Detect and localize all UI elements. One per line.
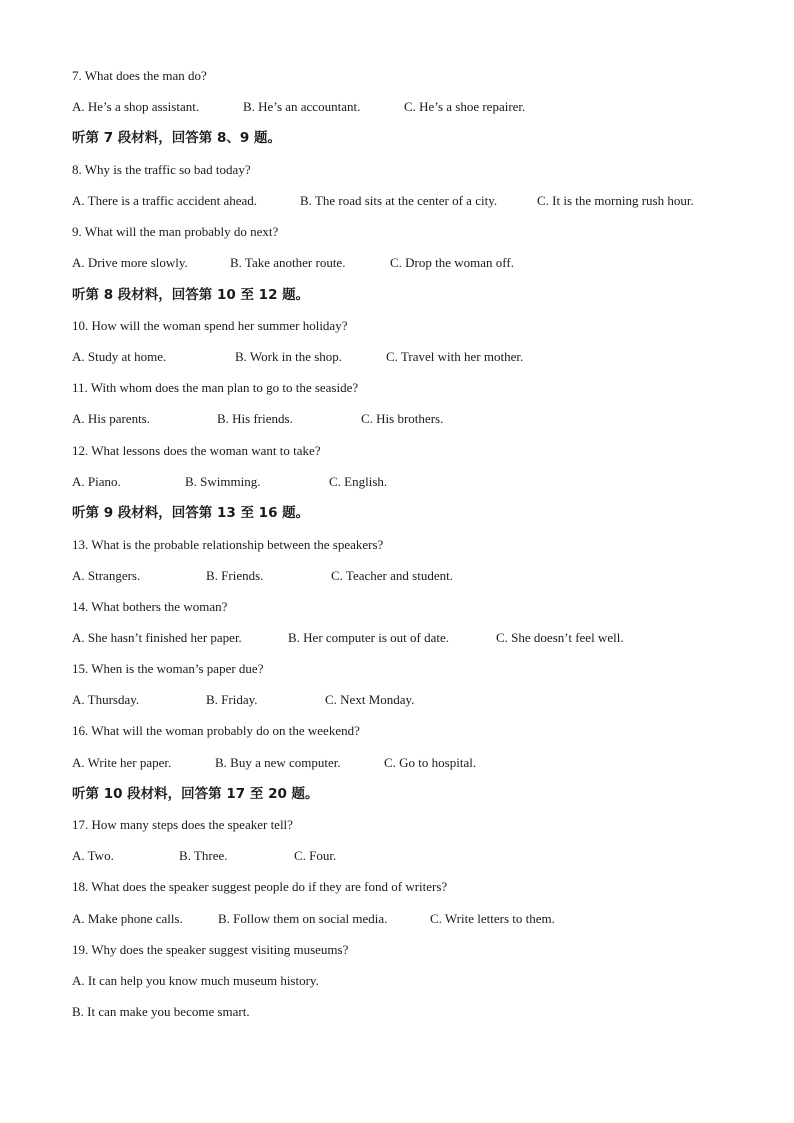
section-heading: 听第 10 段材料，回答第 17 至 20 题。	[72, 786, 319, 802]
answer-option-a: A. Strangers.	[72, 568, 141, 583]
answer-option-b: B. The road sits at the center of a city.	[300, 193, 498, 208]
answer-option-b: B. Buy a new computer.	[215, 755, 341, 770]
answer-option-b: B. Work in the shop.	[235, 349, 343, 364]
answer-option-c: C. He’s a shoe repairer.	[404, 99, 526, 114]
answer-option-a: A. Drive more slowly.	[72, 255, 188, 270]
answer-option-b: B. Friends.	[206, 568, 264, 583]
answer-option-b: B. Her computer is out of date.	[288, 630, 450, 645]
question-text: A. It can help you know much museum history.	[72, 973, 319, 988]
answer-option-a: A. Thursday.	[72, 692, 140, 707]
answer-option-a: A. He’s a shop assistant.	[72, 99, 200, 114]
answer-option-c: C. English.	[329, 474, 388, 489]
answer-option-b: B. Swimming.	[185, 474, 261, 489]
answer-option-b: B. Three.	[179, 848, 228, 863]
answer-option-c: C. His brothers.	[361, 411, 444, 426]
answer-option-b: B. His friends.	[217, 411, 293, 426]
section-heading: 听第 7 段材料，回答第 8、9 题。	[72, 130, 281, 146]
answer-option-a: A. Study at home.	[72, 349, 167, 364]
question-text: 19. Why does the speaker suggest visiting museums?	[72, 942, 349, 957]
question-text: 15. When is the woman’s paper due?	[72, 661, 264, 676]
answer-option-c: C. She doesn’t feel well.	[496, 630, 624, 645]
answer-option-b: B. Take another route.	[230, 255, 346, 270]
question-text: 17. How many steps does the speaker tell?	[72, 817, 293, 832]
answer-option-b: B. Follow them on social media.	[218, 911, 388, 926]
question-text: 11. With whom does the man plan to go to the seaside?	[72, 380, 359, 395]
answer-option-c: C. Go to hospital.	[384, 755, 477, 770]
answer-option-a: A. Write her paper.	[72, 755, 172, 770]
question-text: 18. What does the speaker suggest people do if they are fond of writers?	[72, 879, 448, 894]
answer-option-a: A. His parents.	[72, 411, 150, 426]
answer-option-a: A. Two.	[72, 848, 114, 863]
answer-option-b: B. He’s an accountant.	[243, 99, 361, 114]
answer-option-c: C. Four.	[294, 848, 337, 863]
answer-option-c: C. Next Monday.	[325, 692, 415, 707]
answer-option-c: C. Drop the woman off.	[390, 255, 514, 270]
answer-option-c: C. It is the morning rush hour.	[537, 193, 694, 208]
answer-option-a: A. Piano.	[72, 474, 121, 489]
question-text: 12. What lessons does the woman want to take?	[72, 443, 321, 458]
question-text: 16. What will the woman probably do on the weekend?	[72, 723, 360, 738]
question-text: 13. What is the probable relationship between the speakers?	[72, 537, 384, 552]
question-text: 7. What does the man do?	[72, 68, 207, 83]
answer-option-a: A. Make phone calls.	[72, 911, 183, 926]
answer-option-c: C. Teacher and student.	[331, 568, 453, 583]
answer-option-c: C. Write letters to them.	[430, 911, 555, 926]
answer-option-a: A. There is a traffic accident ahead.	[72, 193, 258, 208]
section-heading: 听第 9 段材料，回答第 13 至 16 题。	[72, 505, 310, 521]
question-text: 14. What bothers the woman?	[72, 599, 228, 614]
question-text: 8. Why is the traffic so bad today?	[72, 162, 251, 177]
question-text: 9. What will the man probably do next?	[72, 224, 279, 239]
answer-option-b: B. Friday.	[206, 692, 258, 707]
answer-option-c: C. Travel with her mother.	[386, 349, 524, 364]
question-text: B. It can make you become smart.	[72, 1004, 250, 1019]
question-text: 10. How will the woman spend her summer holiday?	[72, 318, 348, 333]
section-heading: 听第 8 段材料，回答第 10 至 12 题。	[72, 287, 310, 303]
answer-option-a: A. She hasn’t finished her paper.	[72, 630, 242, 645]
